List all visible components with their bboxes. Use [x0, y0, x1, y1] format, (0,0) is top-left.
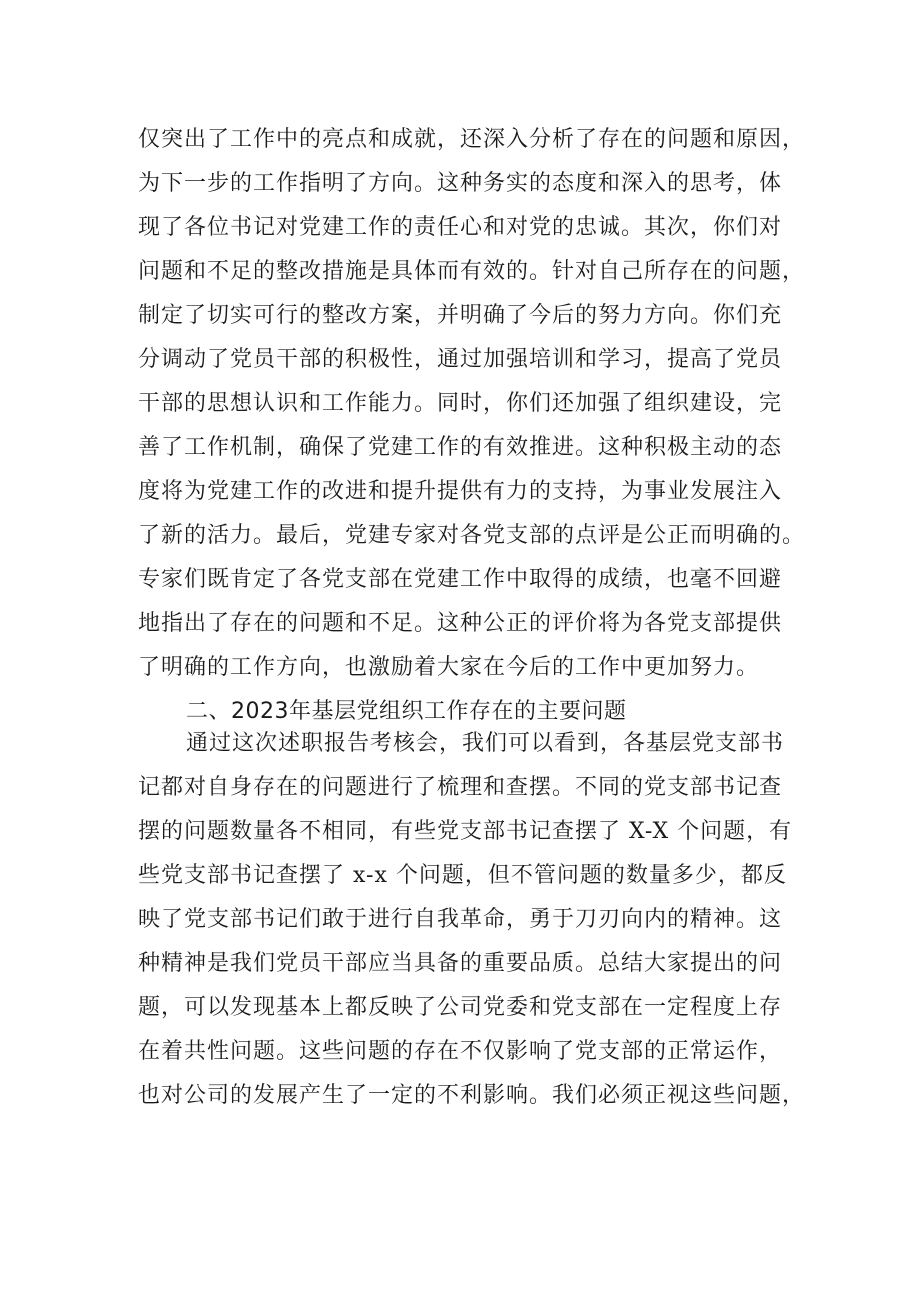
text-line: 了明确的工作方向，也激励着大家在今后的工作中更加努力。 — [138, 655, 760, 680]
text-line: 现了各位书记对党建工作的责任心和对党的忠诚。其次，你们对 — [138, 215, 783, 240]
text-line: 在着共性问题。这些问题的存在不仅影响了党支部的正常运作， — [138, 1039, 783, 1064]
text-line: 通过这次述职报告考核会，我们可以看到，各基层党支部书 — [186, 731, 785, 756]
text-line: 题，可以发现基本上都反映了公司党委和党支部在一定程度上存 — [138, 995, 783, 1020]
text-line: 地指出了存在的问题和不足。这种公正的评价将为各党支部提供 — [138, 611, 783, 636]
paragraph-problems — [138, 722, 806, 1118]
paragraph-continuation — [138, 118, 806, 690]
text-line: 问题和不足的整改措施是具体而有效的。针对自己所存在的问题， — [138, 259, 806, 284]
text-line: 记都对自身存在的问题进行了梳理和查摆。不同的党支部书记查 — [138, 775, 783, 800]
text-line: 干部的思想认识和工作能力。同时，你们还加强了组织建设，完 — [138, 391, 783, 416]
text-line: 专家们既肯定了各党支部在党建工作中取得的成绩，也毫不回避 — [138, 567, 783, 592]
text-line: 度将为党建工作的改进和提升提供有力的支持，为事业发展注入 — [138, 479, 783, 504]
text-line: 摆的问题数量各不相同，有些党支部书记查摆了 X-X 个问题，有 — [138, 819, 793, 844]
text-line: 仅突出了工作中的亮点和成就，还深入分析了存在的问题和原因， — [138, 127, 806, 152]
text-line: 为下一步的工作指明了方向。这种务实的态度和深入的思考，体 — [138, 171, 783, 196]
text-line: 映了党支部书记们敢于进行自我革命，勇于刀刃向内的精神。这 — [138, 907, 783, 932]
text-line: 种精神是我们党员干部应当具备的重要品质。总结大家提出的问 — [138, 951, 783, 976]
text-line: 善了工作机制，确保了党建工作的有效推进。这种积极主动的态 — [138, 435, 783, 460]
text-line: 些党支部书记查摆了 x-x 个问题，但不管问题的数量多少，都反 — [138, 863, 787, 888]
text-line: 了新的活力。最后，党建专家对各党支部的点评是公正而明确的。 — [138, 523, 806, 548]
text-line: 也对公司的发展产生了一定的不利影响。我们必须正视这些问题， — [138, 1083, 806, 1108]
text-line: 制定了切实可行的整改方案，并明确了今后的努力方向。你们充 — [138, 303, 783, 328]
text-line: 分调动了党员干部的积极性，通过加强培训和学习，提高了党员 — [138, 347, 783, 372]
section-heading: 二、2023年基层党组织工作存在的主要问题 — [186, 699, 627, 724]
